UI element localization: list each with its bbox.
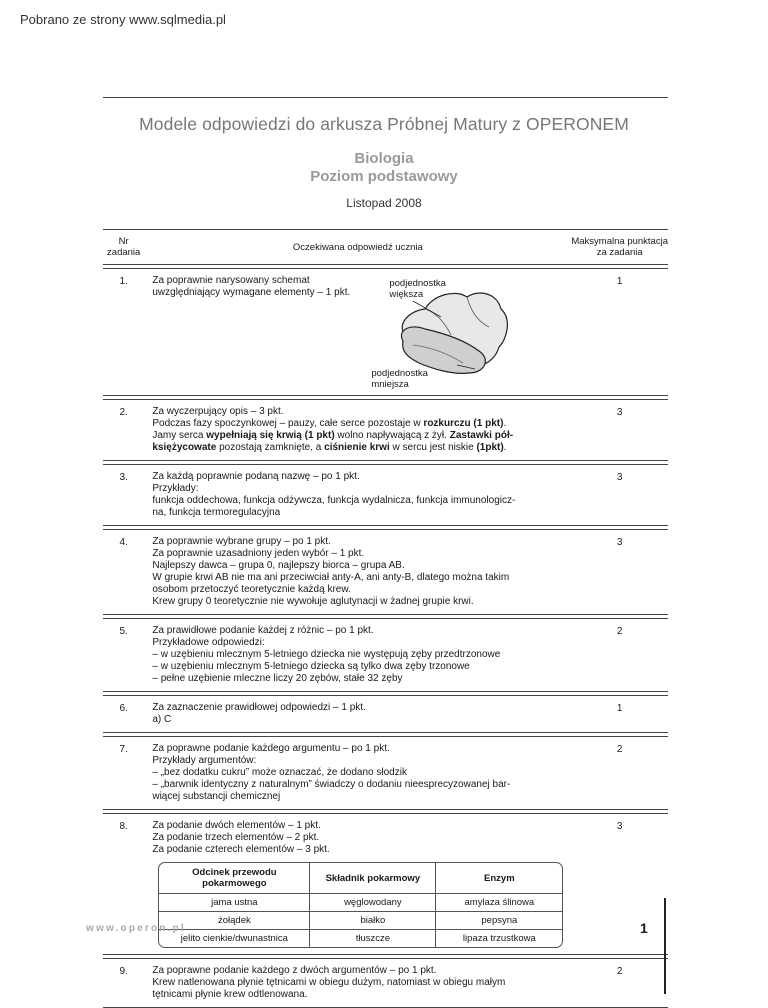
table-row bbox=[103, 696, 668, 733]
subject-name: Biologia bbox=[354, 150, 414, 167]
text-span: wolno napływającą z żył. bbox=[334, 430, 450, 441]
ribosome-figure bbox=[152, 275, 563, 389]
text-line: Za poprawnie wybrane grupy – po 1 pkt. bbox=[152, 536, 331, 547]
text-line: Przykłady argumentów: bbox=[152, 755, 257, 766]
task-answer bbox=[144, 465, 571, 526]
digestion-cell: pepsyna bbox=[436, 912, 562, 930]
digestion-col-nutrient: Składnik pokarmowy bbox=[310, 863, 436, 894]
header-text: Maksymalna punktacja bbox=[571, 236, 668, 247]
task-points: 1 bbox=[571, 696, 668, 733]
task-number: 4. bbox=[103, 530, 144, 615]
text-line: – w uzębieniu mlecznym 5-letniego dziecka nie występują zęby przedtrzonowe bbox=[152, 649, 501, 660]
label-small-subunit bbox=[371, 368, 428, 390]
task-points: 2 bbox=[571, 619, 668, 692]
table-header-row bbox=[103, 230, 668, 265]
text-line: Za poprawnie narysowany schemat bbox=[152, 275, 310, 286]
text-line: – „barwnik identyczny z naturalnym” świadczy o dodaniu nieesprecyzowanej bar- bbox=[152, 779, 511, 790]
text-line: Za zaznaczenie prawidłowej odpowiedzi – 1 pkt. bbox=[152, 702, 366, 713]
digestion-row bbox=[159, 912, 562, 930]
text-line: – „bez dodatku cukru” może oznaczać, że dodano słodzik bbox=[152, 767, 407, 778]
text-span: Podczas fazy spoczynkowej – pauzy, całe serce pozostaje w bbox=[152, 418, 424, 429]
digestion-cell: lipaza trzustkowa bbox=[462, 933, 536, 944]
top-rule bbox=[103, 97, 668, 98]
text-line: a) C bbox=[152, 714, 172, 725]
text-line bbox=[152, 442, 563, 454]
text-span: . bbox=[503, 418, 507, 429]
text-line: tętnicami płynie krew odtlenowana. bbox=[152, 989, 308, 1000]
text-line: Krew natlenowana płynie tętnicami w obiegu dużym, natomiast w obiegu małym bbox=[152, 977, 506, 988]
text-line: wiącej substancji chemicznej bbox=[152, 791, 281, 802]
task-number: 5. bbox=[103, 619, 144, 692]
text-line: Za poprawne podanie każdego argumentu – po 1 pkt. bbox=[152, 743, 390, 754]
header-text: Nr bbox=[118, 236, 129, 247]
bold-span: rozkurczu (1 pkt) bbox=[423, 418, 504, 429]
table-row bbox=[103, 530, 668, 615]
task-points: 3 bbox=[571, 465, 668, 526]
task-points: 3 bbox=[571, 814, 668, 955]
task-number: 9. bbox=[103, 959, 144, 1008]
digestion-col-enzyme: Enzym bbox=[436, 863, 562, 894]
digestion-cell: jama ustna bbox=[159, 894, 310, 912]
publisher-website: www.operon.pl bbox=[86, 923, 186, 934]
page-number: 1 bbox=[640, 920, 648, 936]
task-number: 6. bbox=[103, 696, 144, 733]
column-header-points bbox=[571, 230, 668, 265]
header-text: za zadania bbox=[596, 247, 643, 258]
digestion-cell: tłuszcze bbox=[310, 930, 436, 947]
label-large-subunit bbox=[389, 278, 446, 300]
subject-heading bbox=[0, 150, 768, 186]
task-answer bbox=[144, 814, 571, 955]
text-line: – pełne uzębienie mleczne liczy 20 zębów, stałe 32 zęby bbox=[152, 673, 403, 684]
text-span: pozostają zamknięte, a bbox=[216, 442, 325, 453]
bold-span: księżycowate bbox=[152, 442, 217, 453]
table-row bbox=[103, 619, 668, 692]
label-text: większa bbox=[389, 289, 424, 300]
text-line: Za prawidłowe podanie każdej z różnic – po 1 pkt. bbox=[152, 625, 374, 636]
text-line: Za każdą poprawnie podaną nazwę – po 1 pkt. bbox=[152, 471, 360, 482]
digestion-table bbox=[158, 862, 563, 948]
task-answer bbox=[144, 696, 571, 733]
task-answer bbox=[144, 530, 571, 615]
text-line: Krew grupy 0 teoretycznie nie wywołuje aglutynacji w żadnej grupie krwi. bbox=[152, 596, 474, 607]
document-date: Listopad 2008 bbox=[346, 196, 422, 210]
table-row bbox=[103, 400, 668, 461]
column-header-answer: Oczekiwana odpowiedź ucznia bbox=[144, 230, 571, 265]
table-row bbox=[103, 737, 668, 810]
task-number: 7. bbox=[103, 737, 144, 810]
task-answer bbox=[144, 400, 571, 461]
text-line: uwzględniający wymagane elementy – 1 pkt. bbox=[152, 287, 351, 298]
table-row bbox=[103, 959, 668, 1008]
task-number: 8. bbox=[103, 814, 144, 955]
text-line: Za poprawnie uzasadniony jeden wybór – 1 pkt. bbox=[152, 548, 365, 559]
subject-level: Poziom podstawowy bbox=[310, 168, 458, 185]
digestion-cell: jelito cienkie/dwunastnica bbox=[159, 930, 310, 947]
task-points: 2 bbox=[571, 959, 668, 1008]
bold-span: (1pkt) bbox=[476, 442, 504, 453]
digestion-cell: żołądek bbox=[159, 912, 310, 930]
task-number: 1. bbox=[103, 269, 144, 396]
source-note: Pobrano ze strony www.sqlmedia.pl bbox=[20, 12, 226, 27]
header-text: zadania bbox=[107, 247, 141, 258]
label-text: mniejsza bbox=[371, 379, 409, 390]
label-text: podjednostka bbox=[389, 278, 446, 289]
answer-key-table bbox=[103, 229, 668, 1008]
task-answer bbox=[144, 269, 571, 396]
task-points: 1 bbox=[571, 269, 668, 396]
text-span: . bbox=[503, 442, 507, 453]
task-answer bbox=[144, 737, 571, 810]
text-line: na, funkcja termoregulacyjna bbox=[152, 507, 281, 518]
task-number: 2. bbox=[103, 400, 144, 461]
digestion-row bbox=[159, 894, 562, 912]
digestion-cell: węglowodany bbox=[310, 894, 436, 912]
digestion-cell: amylaza ślinowa bbox=[436, 894, 562, 912]
table-row bbox=[103, 465, 668, 526]
text-line bbox=[152, 418, 563, 430]
text-line bbox=[152, 430, 563, 442]
document-title: Modele odpowiedzi do arkusza Próbnej Matury z OPERONEM bbox=[139, 114, 629, 134]
text-line: Za podanie czterech elementów – 3 pkt. bbox=[152, 844, 330, 855]
text-line: osobom przetoczyć teoretycznie każdą krew. bbox=[152, 584, 351, 595]
digestion-header-row bbox=[159, 863, 562, 894]
text-line: Najlepszy dawca – grupa 0, najlepszy biorca – grupa AB. bbox=[152, 560, 405, 571]
bold-span: wypełniają się krwią (1 pkt) bbox=[206, 430, 335, 441]
task-number: 3. bbox=[103, 465, 144, 526]
task-points: 2 bbox=[571, 737, 668, 810]
digestion-row bbox=[159, 930, 562, 947]
table-row bbox=[103, 269, 668, 396]
text-line: Za wyczerpujący opis – 3 pkt. bbox=[152, 406, 284, 417]
text-span: Jamy serca bbox=[152, 430, 207, 441]
task-answer bbox=[144, 619, 571, 692]
digestion-cell: białko bbox=[310, 912, 436, 930]
text-line: Za podanie dwóch elementów – 1 pkt. bbox=[152, 820, 321, 831]
text-line: W grupie krwi AB nie ma ani przeciwciał anty-A, ani anty-B, dlatego można takim bbox=[152, 572, 510, 583]
table-row bbox=[103, 814, 668, 955]
task-points: 3 bbox=[571, 400, 668, 461]
text-line: Przykładowe odpowiedzi: bbox=[152, 637, 265, 648]
task-answer bbox=[144, 959, 571, 1008]
text-line: Za podanie trzech elementów – 2 pkt. bbox=[152, 832, 320, 843]
text-span: w sercu jest niskie bbox=[389, 442, 477, 453]
page-edge-bar bbox=[664, 898, 666, 994]
text-line: funkcja oddechowa, funkcja odżywcza, funkcja wydalnicza, funkcja immunologicz- bbox=[152, 495, 516, 506]
bold-span: ciśnienie krwi bbox=[324, 442, 390, 453]
text-line: Za poprawne podanie każdego z dwóch argumentów – po 1 pkt. bbox=[152, 965, 437, 976]
text-line: Przykłady: bbox=[152, 483, 199, 494]
label-text: podjednostka bbox=[371, 368, 428, 379]
answer-text bbox=[152, 275, 350, 299]
bold-span: Zastawki pół- bbox=[449, 430, 514, 441]
column-header-nr bbox=[103, 230, 144, 265]
digestion-col-segment: Odcinek przewodu pokarmowego bbox=[159, 863, 310, 894]
text-line: – w uzębieniu mlecznym 5-letniego dziecka są tylko dwa zęby trzonowe bbox=[152, 661, 470, 672]
task-points: 3 bbox=[571, 530, 668, 615]
